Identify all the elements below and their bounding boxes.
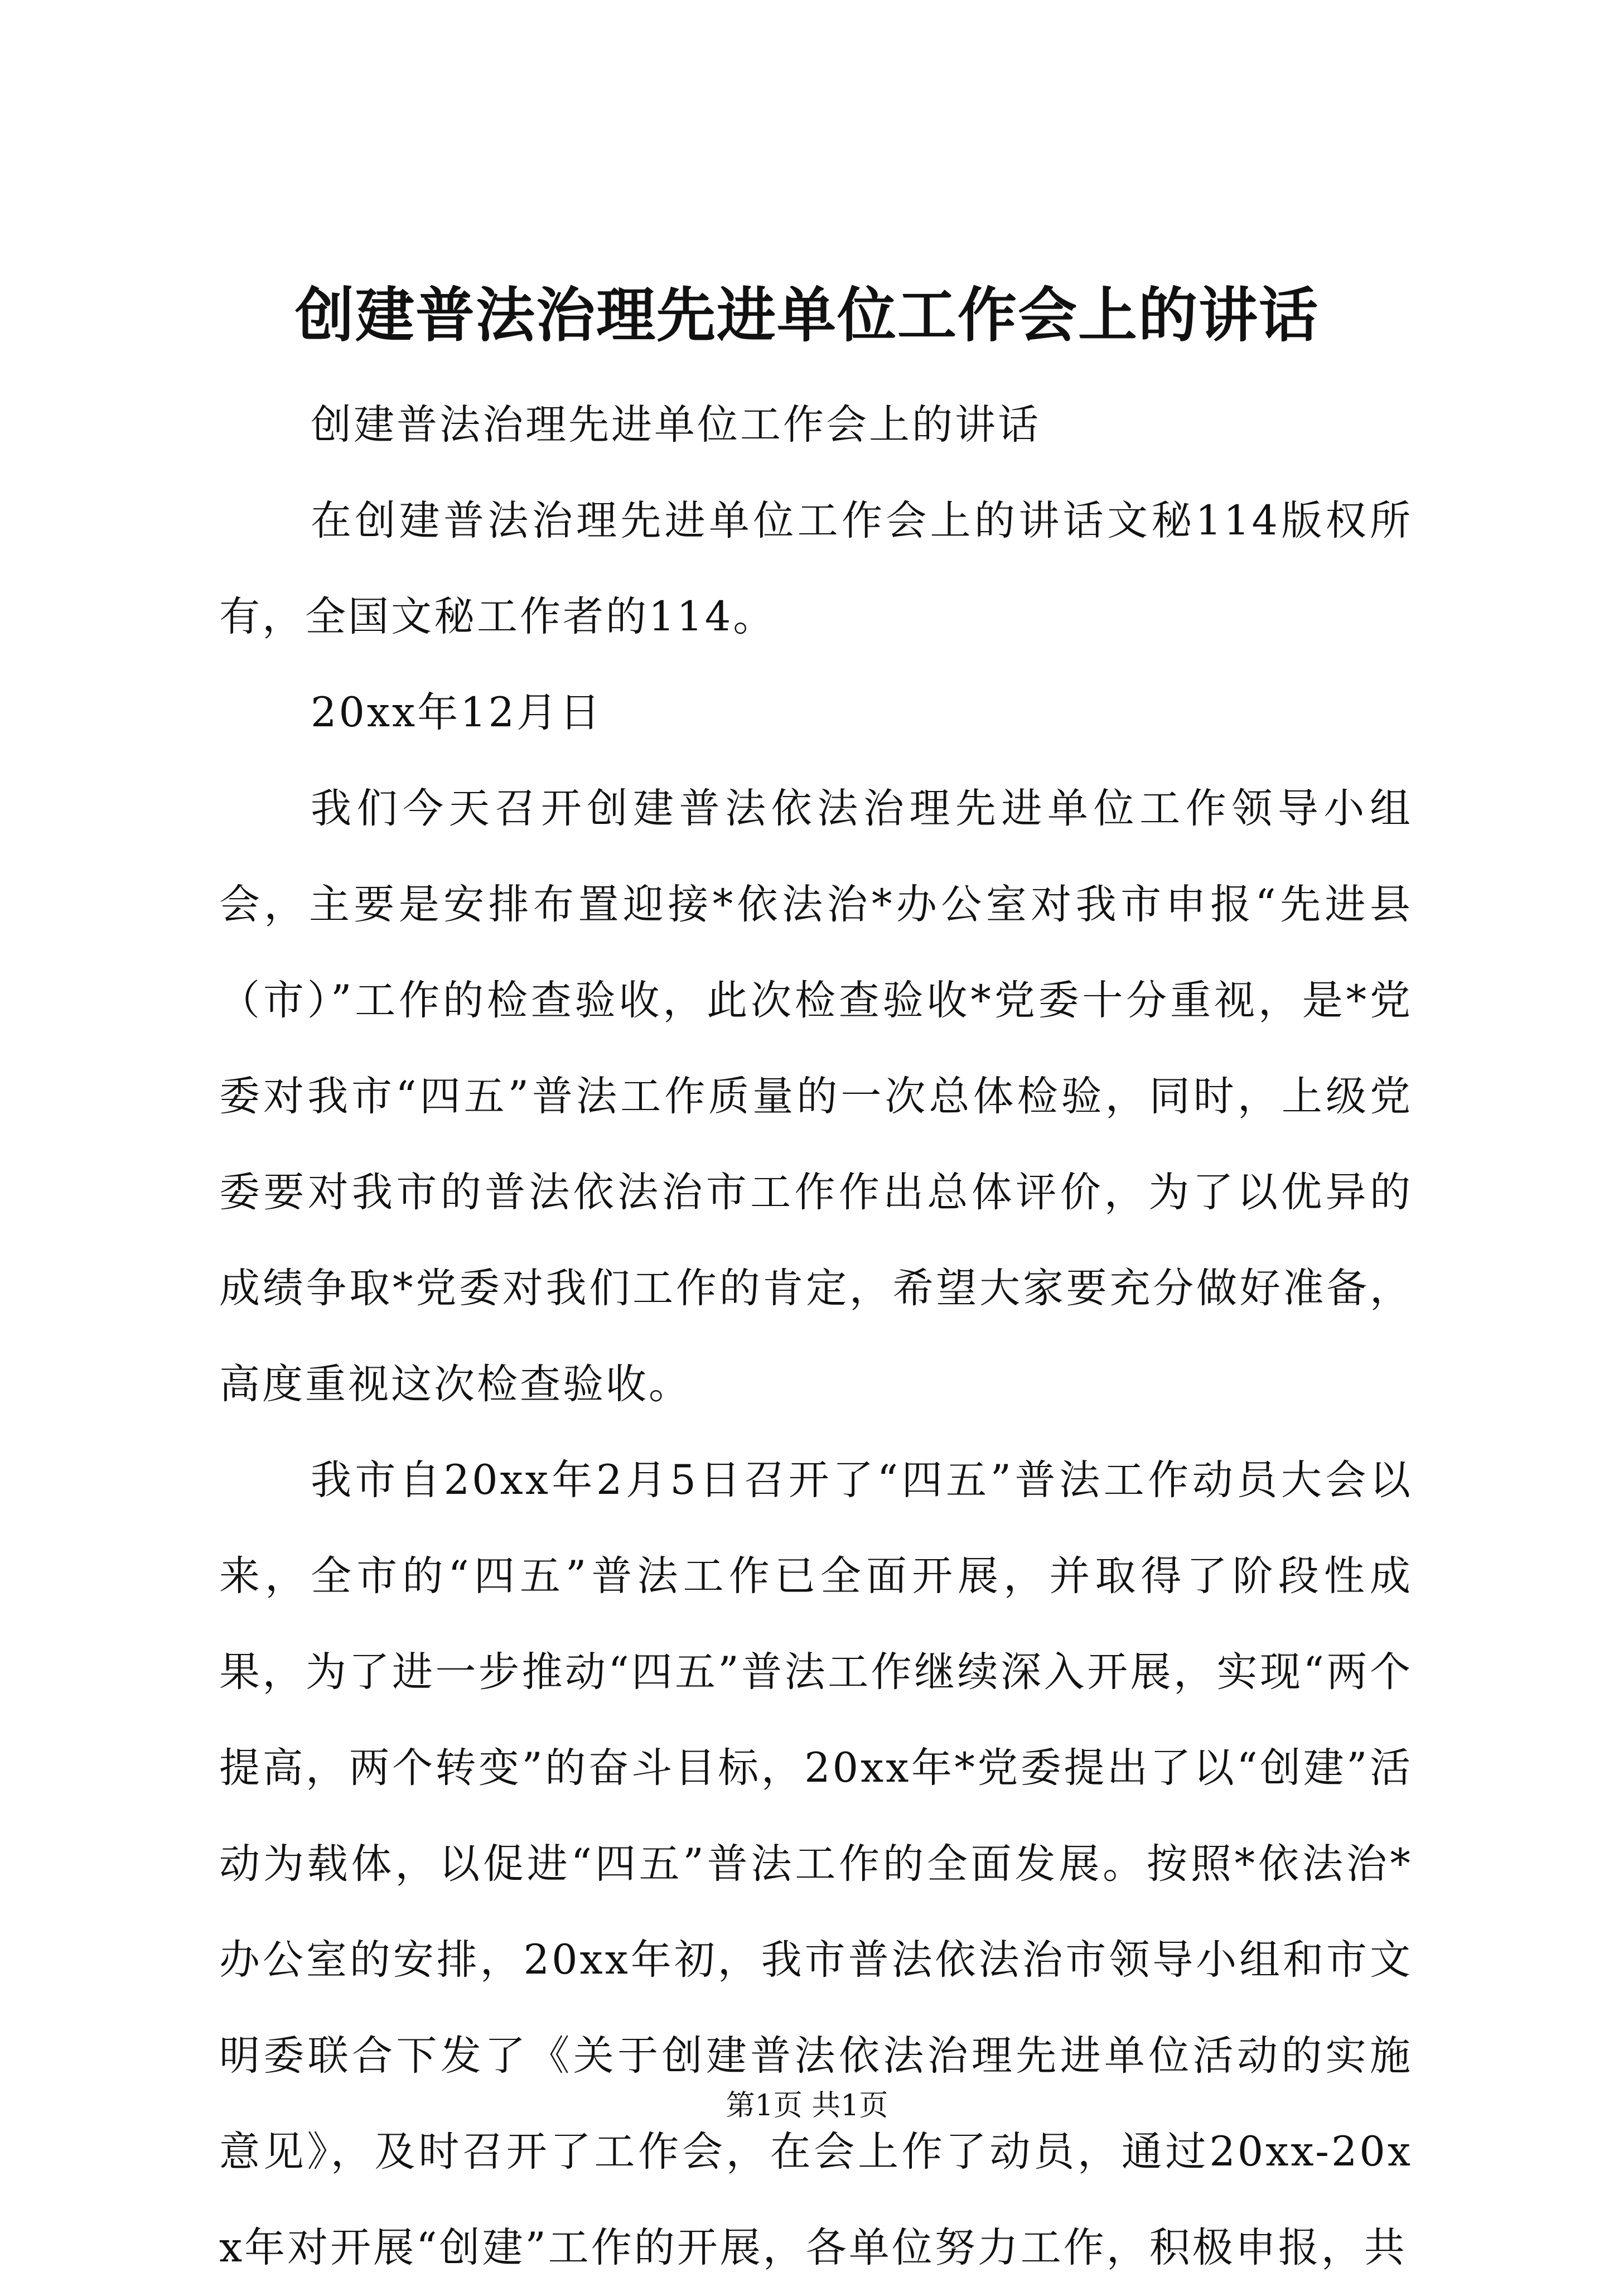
paragraph-meeting-purpose: 我们今天召开创建普法依法治理先进单位工作领导小组会，主要是安排布置迎接*依法治*办公室对我市申报“先进县（市）”工作的检查验收，此次检查验收*党委十分重视，是*党委对我市“四五”普法工作质量的一次总体检验，同时，上级党委要对我市的普法依法治市工作作出总体评价，为了以优异的成绩争取*党委对我们工作的肯定，希望大家要充分做好准备，高度重视这次检查验收。 bbox=[219, 785, 1413, 1408]
document-title: 创建普法治理先进单位工作会上的讲话 bbox=[295, 280, 1319, 350]
page-number-footer: 第1页 共1页 bbox=[726, 2089, 888, 2123]
document-body bbox=[219, 377, 1413, 2296]
paragraph-work-progress: 我市自20xx年2月5日召开了“四五”普法工作动员大会以来，全市的“四五”普法工作已全面开展，并取得了阶段性成果，为了进一步推动“四五”普法工作继续深入开展，实现“两个提高，两个转变”的奋斗目标，20xx年*党委提出了以“创建”活动为载体，以促进“四五”普法工作的全面发展。按照*依法治*办公室的安排，20xx年初，我市普法依法治市领导小组和市文明委联合下发了《关于创建普法依法治理先进单位活动的实施意见》，及时召开了工作会，在会上作了动员，通过20xx-20xx年对开展“创建”工作的开展，各单位努力工作，积极申报，共 bbox=[219, 1456, 1413, 2271]
paragraph-copyright: 在创建普法治理先进单位工作会上的讲话文秘114版权所有，全国文秘工作者的114。 bbox=[219, 497, 1413, 640]
paragraph-date: 20xx年12月日 bbox=[311, 689, 603, 736]
paragraph-subtitle: 创建普法治理先进单位工作会上的讲话 bbox=[311, 401, 1041, 448]
